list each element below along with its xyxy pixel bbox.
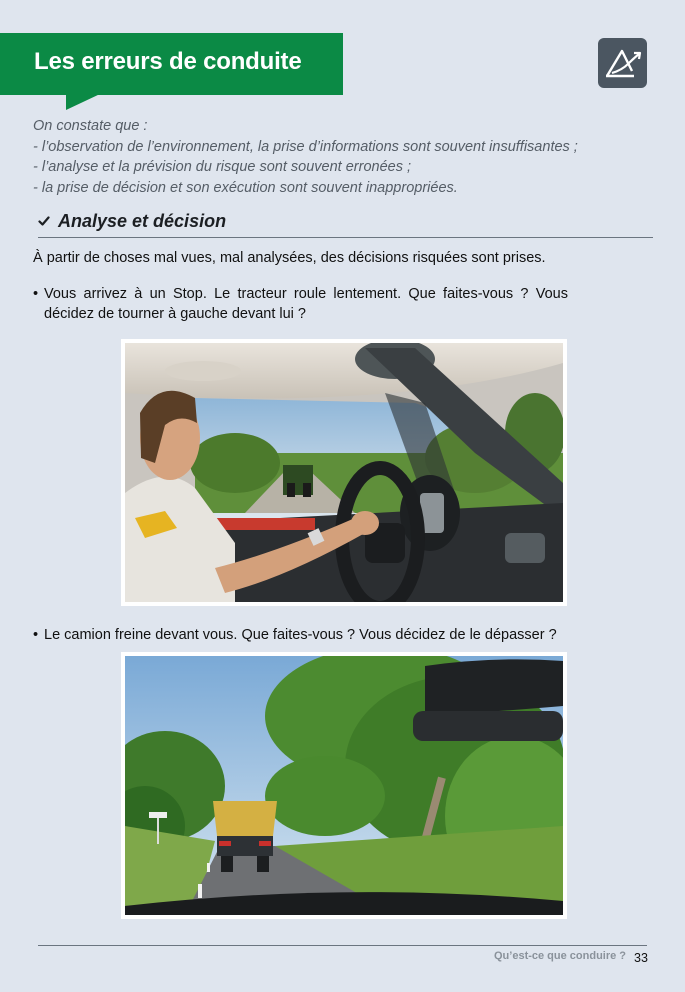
section-heading: [38, 209, 653, 238]
section-title: Analyse et décision: [58, 211, 227, 231]
photo-driver-tractor: [121, 339, 567, 606]
photo-truck-ahead: [121, 652, 567, 919]
intro-block: [33, 116, 653, 198]
bullet-text: Le camion freine devant vous. Que faites-vous ? Vous décidez de le dépasser ?: [44, 627, 557, 643]
intro-item: - l’observation de l’environnement, la prise d’informations sont souvent insuffisantes ;: [33, 138, 578, 155]
intro-item: - la prise de décision et son exécution sont souvent inappropriées.: [33, 179, 458, 196]
footer-title: Qu’est-ce que conduire ?: [494, 950, 627, 962]
page-number: 33: [634, 951, 648, 965]
page-title: Les erreurs de conduite: [34, 48, 302, 75]
title-banner-tail: [66, 94, 100, 110]
intro-item: - l’analyse et la prévision du risque sont souvent erronées ;: [33, 159, 412, 175]
bullet-text: Vous arrivez à un Stop. Le tracteur roule lentement. Que faites-vous ? Vous décidez de tourner à gauche devant lui ?: [44, 286, 568, 322]
road-chart-icon: [598, 38, 647, 88]
bullet-marker: •: [33, 286, 39, 302]
section-paragraph: À partir de choses mal vues, mal analysées, des décisions risquées sont prises.: [33, 250, 546, 266]
bullet-marker: •: [33, 627, 39, 643]
checkmark-icon: [38, 214, 50, 232]
intro-lead: On constate que :: [33, 118, 148, 134]
footer-rule: [38, 945, 647, 946]
